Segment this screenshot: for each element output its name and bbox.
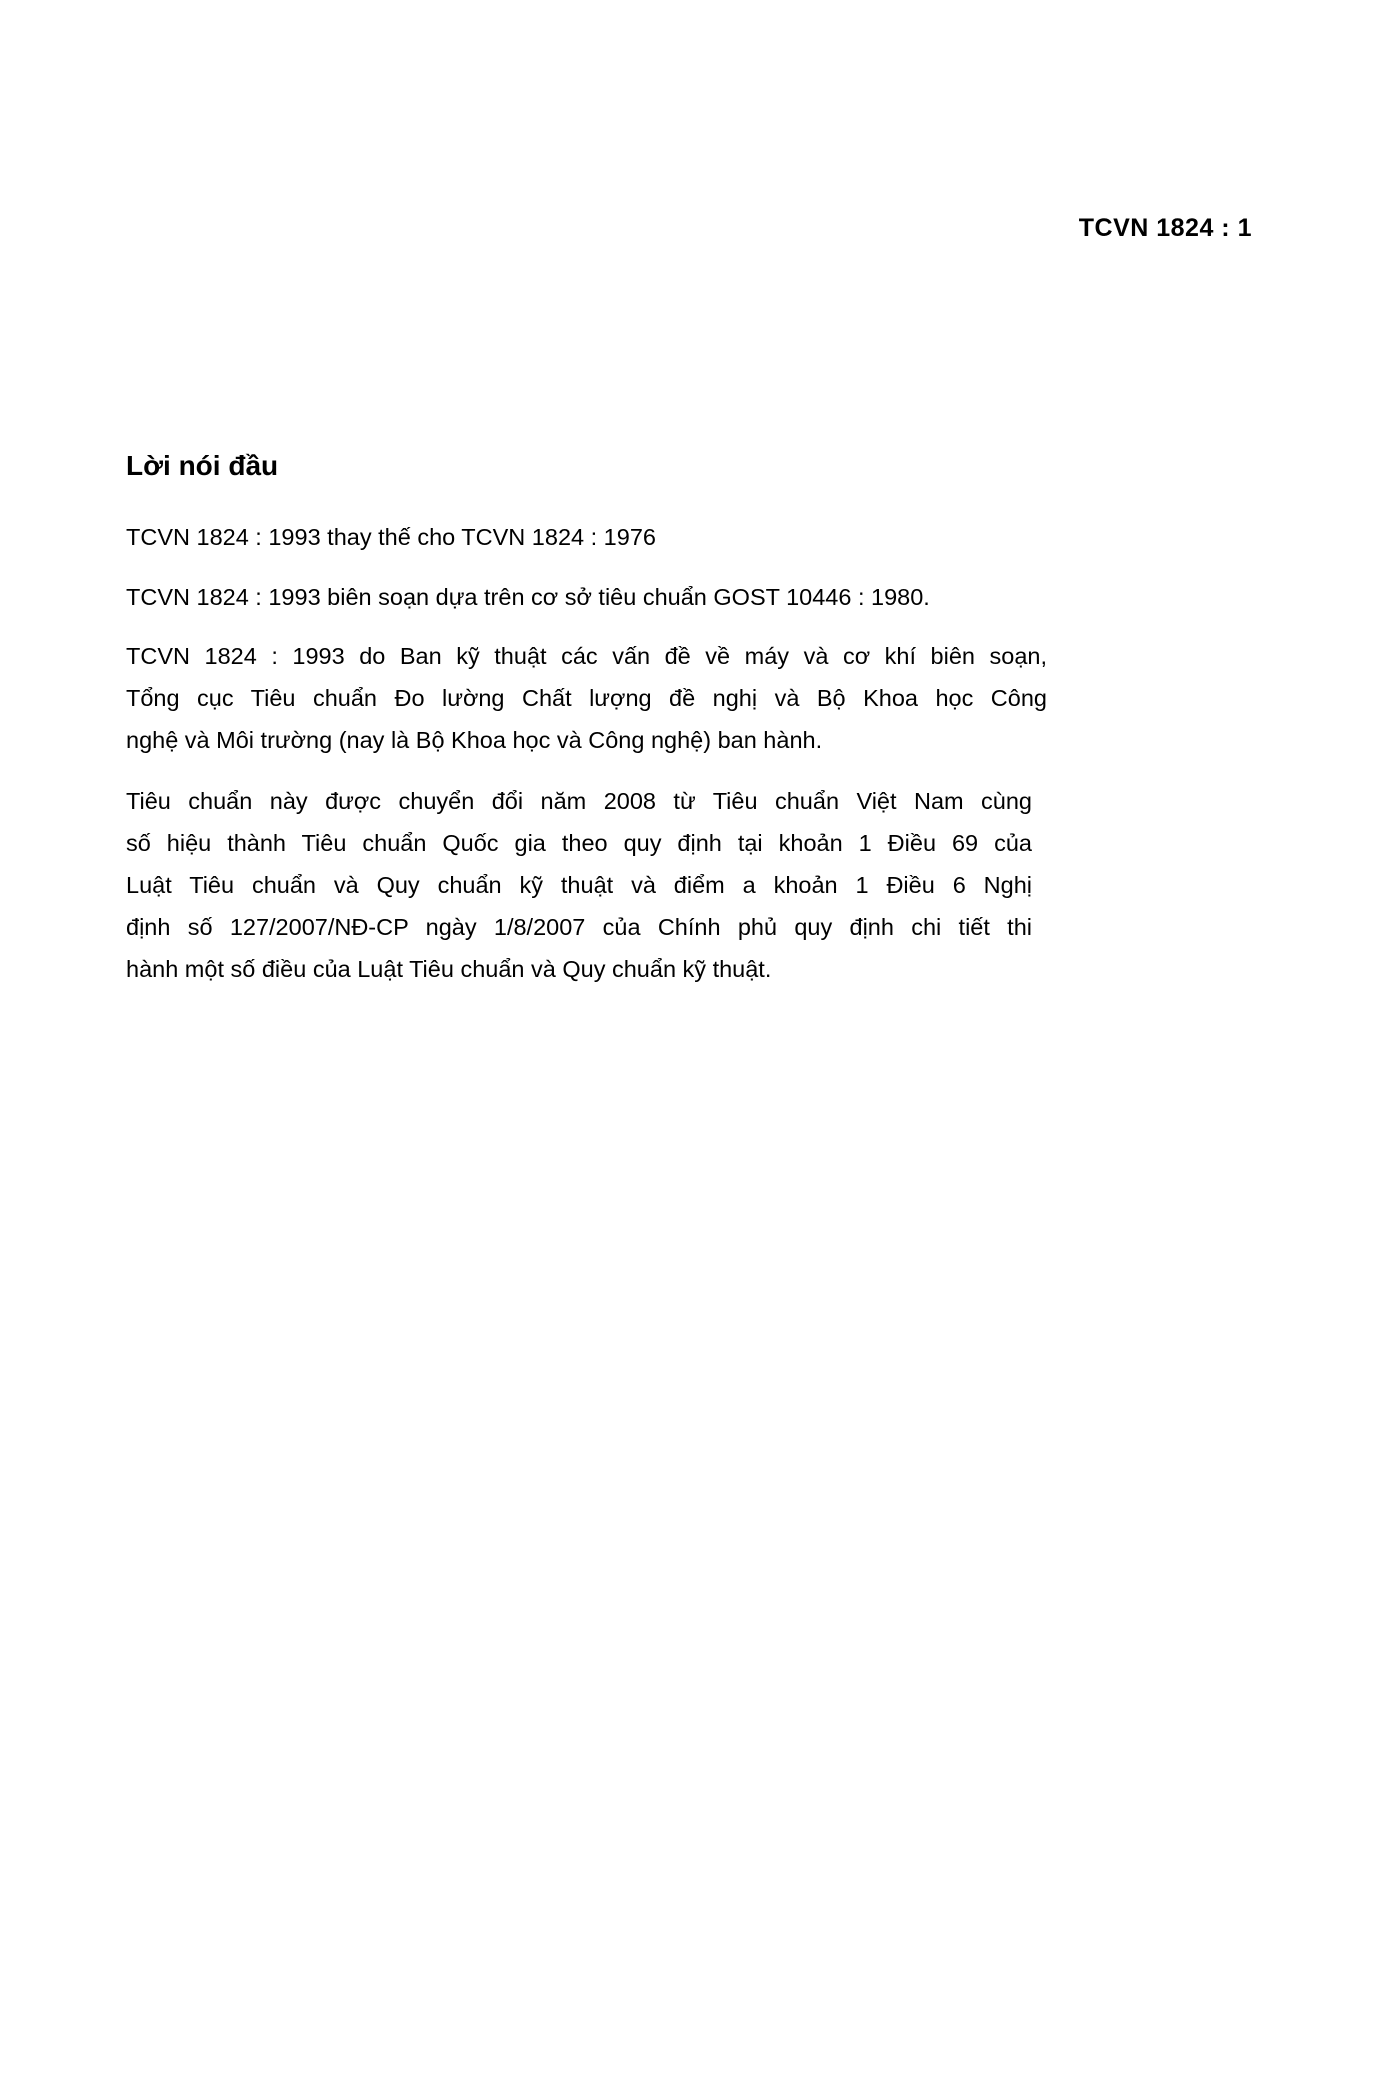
foreword-title: Lời nói đầu bbox=[126, 450, 279, 481]
paragraph-line: hành một số điều của Luật Tiêu chuẩn và Quy chuẩn kỹ thuật. bbox=[126, 956, 772, 982]
paragraph-line: số hiệu thành Tiêu chuẩn Quốc gia theo quy định tại khoản 1 Điều 69 của bbox=[126, 830, 1032, 856]
paragraph-line: định số 127/2007/NĐ-CP ngày 1/8/2007 của Chính phủ quy định chi tiết thi bbox=[126, 914, 1032, 940]
paragraph-line: Tổng cục Tiêu chuẩn Đo lường Chất lượng đề nghị và Bộ Khoa học Công bbox=[126, 685, 1047, 711]
paragraph-line: TCVN 1824 : 1993 biên soạn dựa trên cơ sở tiêu chuẩn GOST 10446 : 1980. bbox=[126, 584, 930, 610]
foreword-paragraph-3 bbox=[126, 635, 1047, 761]
paragraph-line: Luật Tiêu chuẩn và Quy chuẩn kỹ thuật và điểm a khoản 1 Điều 6 Nghị bbox=[126, 872, 1032, 898]
foreword-paragraph-2 bbox=[126, 576, 1046, 618]
foreword-paragraph-4 bbox=[126, 780, 1032, 990]
paragraph-line: TCVN 1824 : 1993 thay thế cho TCVN 1824 : 1976 bbox=[126, 524, 656, 550]
running-header: TCVN 1824 : 1 bbox=[1078, 214, 1252, 242]
foreword-paragraph-1 bbox=[126, 516, 1046, 558]
paragraph-line: nghệ và Môi trường (nay là Bộ Khoa học và Công nghệ) ban hành. bbox=[126, 727, 823, 753]
paragraph-line: Tiêu chuẩn này được chuyển đổi năm 2008 từ Tiêu chuẩn Việt Nam cùng bbox=[126, 788, 1032, 814]
paragraph-line: TCVN 1824 : 1993 do Ban kỹ thuật các vấn đề về máy và cơ khí biên soạn, bbox=[126, 643, 1047, 669]
